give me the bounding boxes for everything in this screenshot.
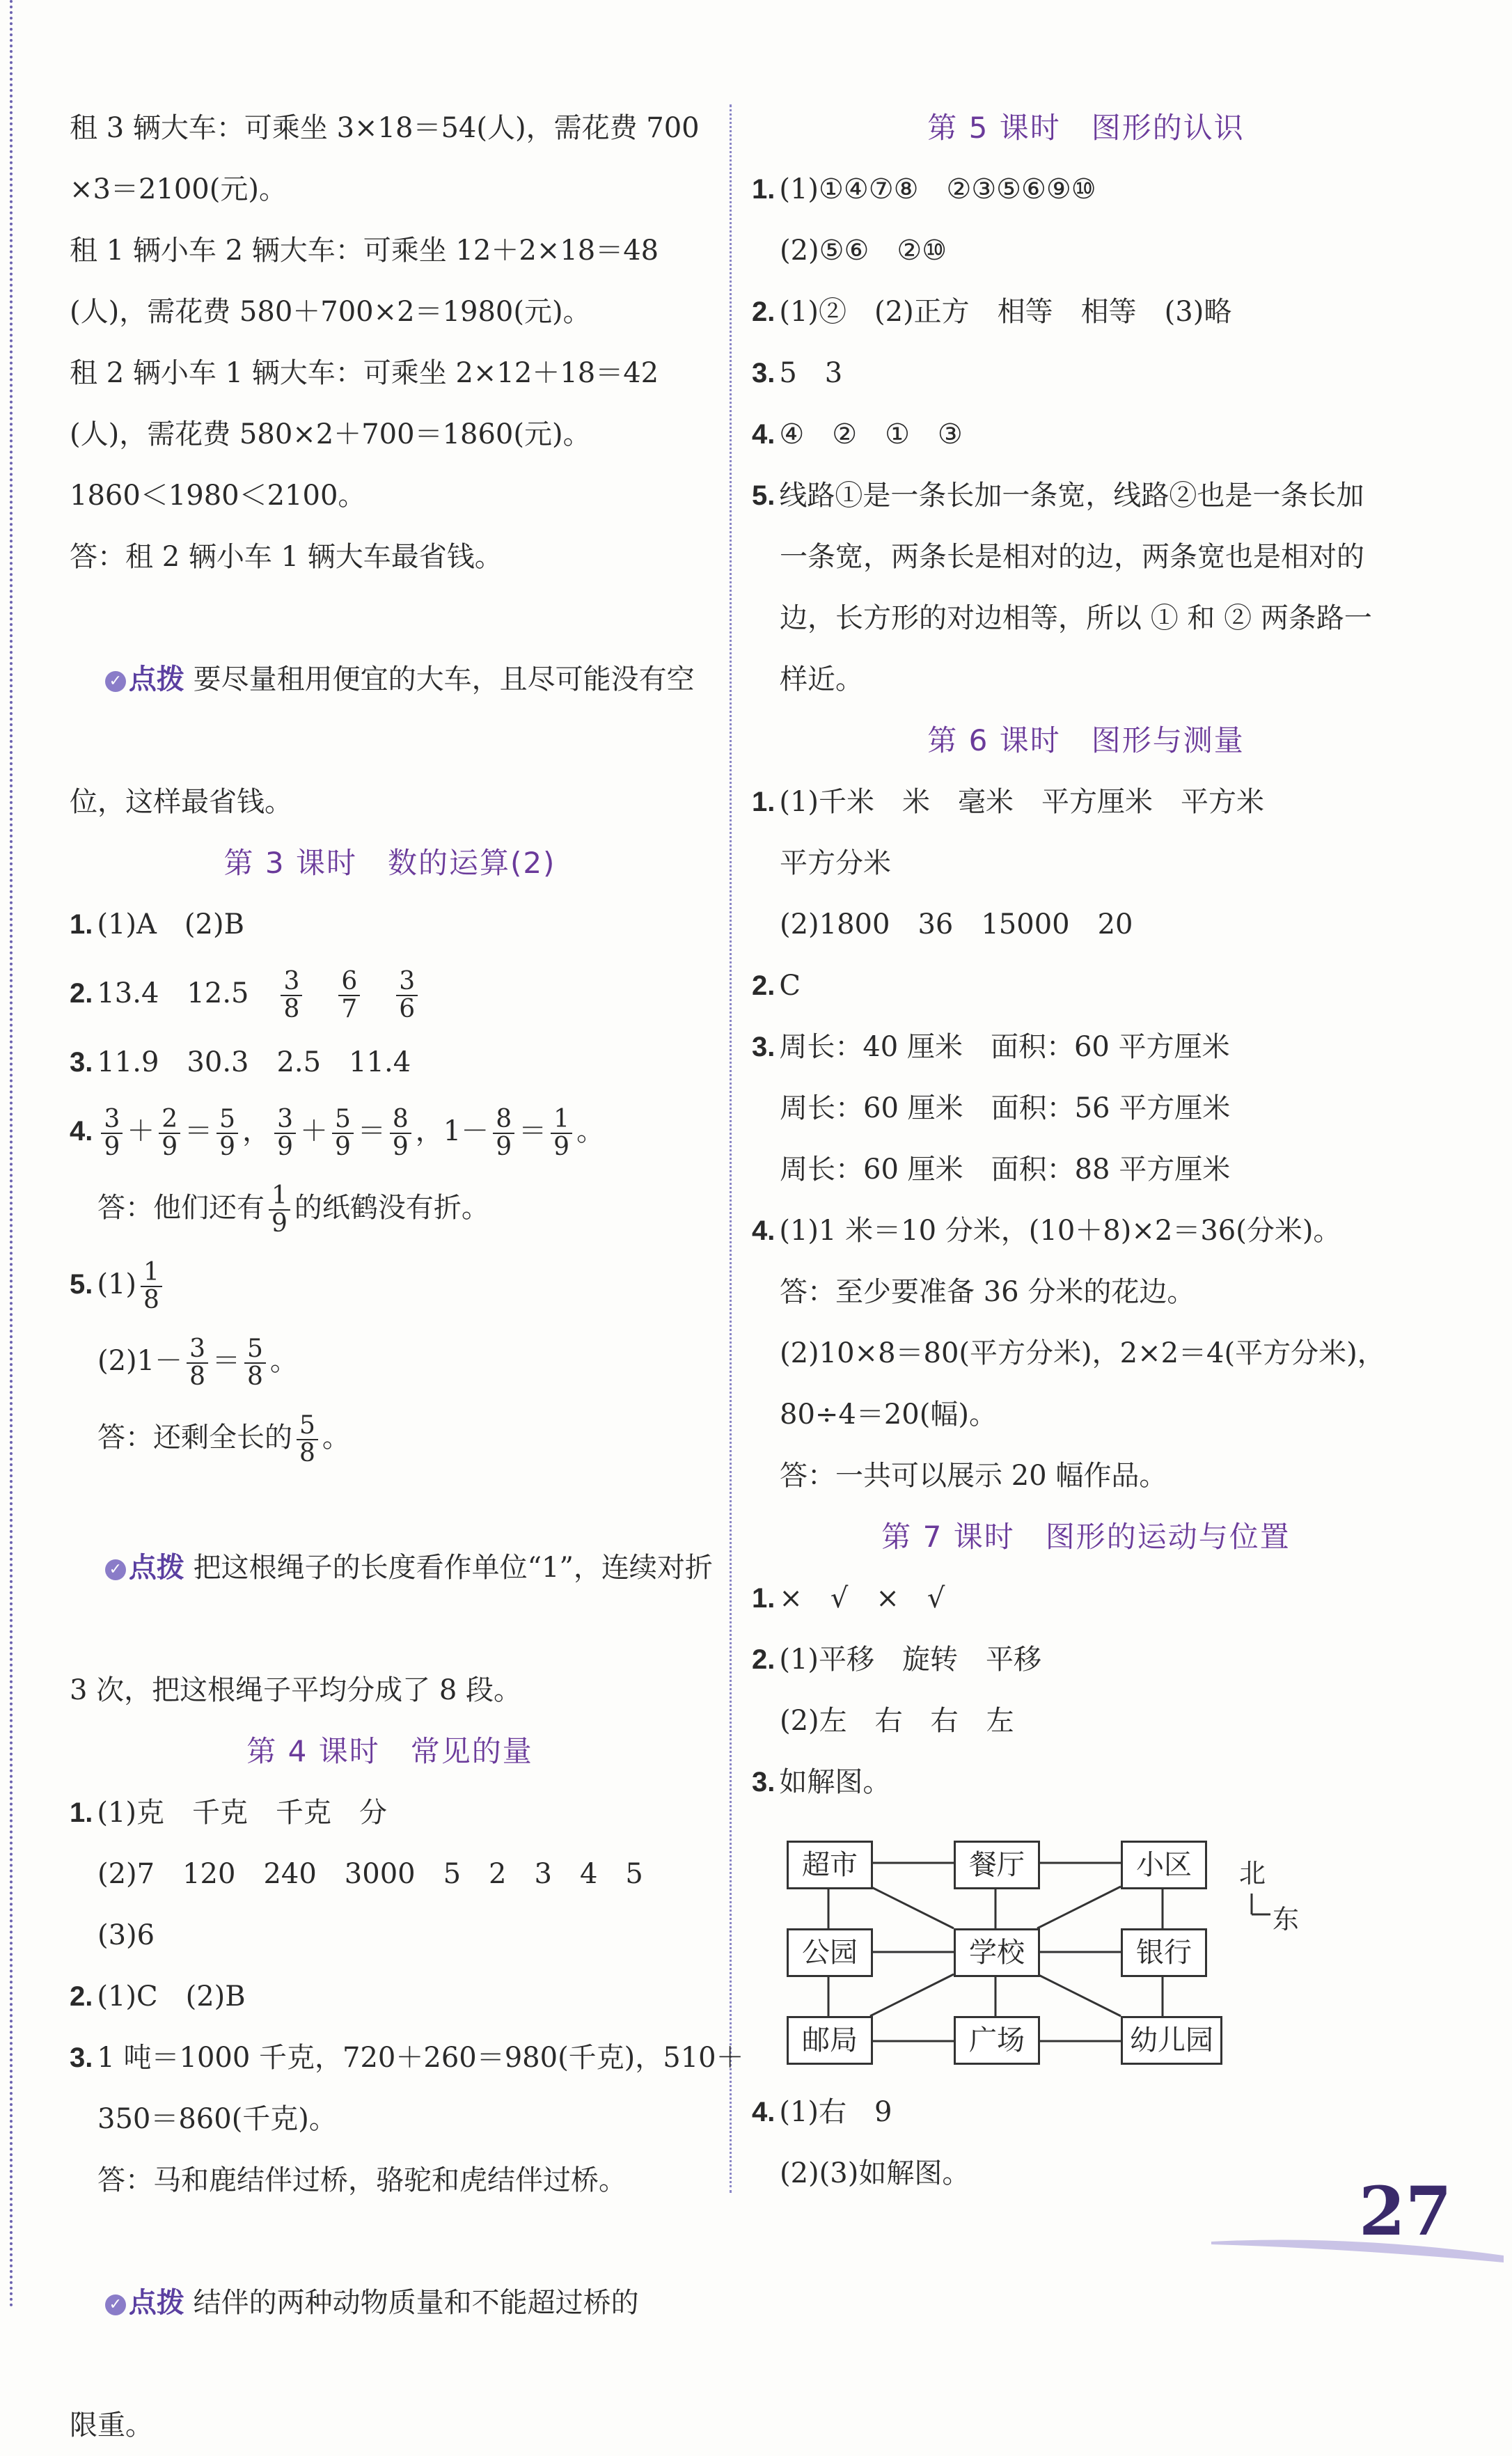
tip-text: 3 次，把这根绳子平均分成了 8 段。: [70, 1674, 522, 1706]
tip-text: 要尽量租用便宜的大车，且尽可能没有空: [193, 663, 695, 695]
question-number: 1.: [70, 1797, 93, 1828]
answer-text: 如解图。: [779, 1766, 891, 1798]
section-title-5: 第 5 课时 图形的认识: [927, 111, 1245, 145]
fraction: $\frac{3}{9}$: [101, 1106, 123, 1160]
question-number: 2.: [70, 978, 93, 1009]
answer-text: 答：一共可以展示 20 幅作品。: [780, 1460, 1167, 1492]
location-map-diagram: [787, 1838, 1300, 2068]
question-number: 1.: [752, 174, 775, 205]
fraction: $\frac{3}{8}$: [281, 968, 302, 1023]
fraction: $\frac{6}{7}$: [338, 968, 360, 1023]
answer-text: 周长：40 厘米 面积：60 平方厘米: [779, 1031, 1230, 1063]
question-number: 4.: [752, 2097, 775, 2127]
answer-text: 平方分米: [780, 847, 891, 879]
tip-text: 结伴的两种动物质量和不能超过桥的: [193, 2287, 639, 2319]
fraction: $\frac{3}{9}$: [274, 1106, 296, 1160]
question-number: 3.: [752, 358, 775, 388]
answer-text: × √ × √: [779, 1582, 945, 1614]
map-node-post-office: 邮局: [787, 2016, 873, 2065]
fraction: $\frac{8}{9}$: [390, 1106, 411, 1160]
answer-text: 周长：60 厘米 面积：56 平方厘米: [780, 1092, 1231, 1124]
tip-block: [70, 2211, 710, 2395]
section-title-6: 第 6 课时 图形与测量: [927, 723, 1245, 757]
answer-text: 350＝860(千克)。: [97, 2103, 337, 2135]
answer-text: (1)A (2)B: [97, 908, 244, 940]
answer-text: 1 吨＝1000 千克，720＋260＝980(千克)，510＋: [97, 2042, 744, 2074]
answer-text: 11.9 30.3 2.5 11.4: [97, 1046, 411, 1078]
tip-icon: ✓: [105, 1559, 126, 1580]
answer-text: 一条宽，两条长是相对的边，两条宽也是相对的: [780, 541, 1364, 573]
answer-text: (2)左 右 右 左: [780, 1705, 1014, 1737]
text-line: 租 2 辆小车 1 辆大车：可乘坐 2×12＋18＝42: [70, 357, 659, 389]
fraction: $\frac{8}{9}$: [493, 1106, 514, 1160]
section-title-4: 第 4 课时 常见的量: [246, 1734, 533, 1768]
text-line: 1860＜1980＜2100。: [70, 480, 366, 512]
equation-line: 4. $\frac{3}{9}$ ＋ $\frac{2}{9}$ ＝ $\frac{5}{9}$ ， $\frac{3}{9}$ ＋ $\frac{5}{9}$ ＝ $\frac{8}{9}$ ，1－ $\frac{8}{9}$ ＝ $\frac{1}{9}$ 。: [70, 1105, 605, 1161]
answer-text: (2)10×8＝80(平方分米)，2×2＝4(平方分米)，: [780, 1337, 1385, 1369]
fraction: $\frac{5}{9}$: [332, 1106, 354, 1160]
text-line: 租 3 辆大车：可乘坐 3×18＝54(人)，需花费 700: [70, 112, 700, 144]
question-number: 2.: [70, 1981, 93, 2012]
text-line: 答：租 2 辆小车 1 辆大车最省钱。: [70, 541, 503, 573]
fraction: $\frac{2}{9}$: [159, 1106, 180, 1160]
map-node-park: 公园: [787, 1928, 873, 1977]
section-title-3: 第 3 课时 数的运算(2): [223, 846, 556, 880]
answer-text: 答：马和鹿结伴过桥，骆驼和虎结伴过桥。: [97, 2164, 627, 2196]
text-line: (人)，需花费 580＋700×2＝1980(元)。: [70, 296, 591, 328]
right-column-footer: [752, 2081, 1420, 2204]
question-number: 2.: [752, 1644, 775, 1675]
equation-line: (2)1－ $\frac{3}{8}$ ＝ $\frac{5}{8}$ 。: [97, 1335, 298, 1391]
tip-icon: ✓: [105, 671, 126, 692]
question-number: 1.: [752, 787, 775, 817]
answer-text: (1)①④⑦⑧ ②③⑤⑥⑨⑩: [779, 173, 1096, 205]
text-line: 租 1 辆小车 2 辆大车：可乘坐 12＋2×18＝48: [70, 235, 659, 267]
fraction: $\frac{1}{8}$: [141, 1259, 162, 1314]
column-divider: [730, 104, 732, 2193]
answer-text: ④ ② ① ③: [779, 418, 963, 450]
tip-block: [70, 588, 710, 771]
section-title-7: 第 7 课时 图形的运动与位置: [881, 1520, 1291, 1554]
answer-text: C: [779, 970, 801, 1002]
question-number: 2.: [752, 970, 775, 1001]
answer-text: (2)1800 36 15000 20: [780, 908, 1133, 940]
page-border: [10, 0, 13, 2309]
answer-text: (1)C (2)B: [97, 1981, 246, 2013]
fraction: $\frac{5}{9}$: [216, 1106, 238, 1160]
tip-icon: ✓: [105, 2294, 126, 2315]
answer-text: (1)克 千克 千克 分: [97, 1797, 388, 1829]
map-node-bank: 银行: [1121, 1928, 1207, 1977]
answer-text: 答：至少要准备 36 分米的花边。: [780, 1276, 1195, 1308]
tip-label: 点拨: [128, 1552, 184, 1584]
tip-label: 点拨: [128, 2287, 184, 2319]
question-number: 1.: [70, 909, 93, 940]
answer-text: 13.4 12.5: [97, 977, 249, 1009]
question-number: 3.: [752, 1032, 775, 1062]
map-node-restaurant: 餐厅: [954, 1841, 1040, 1889]
answer-text: 5 3: [779, 357, 843, 389]
question-number: 5.: [752, 480, 775, 511]
compass-north-label: 北: [1239, 1858, 1266, 1889]
map-node-school: 学校: [954, 1928, 1040, 1977]
question-number: 5.: [70, 1269, 93, 1300]
page-number: 27: [1359, 2172, 1452, 2251]
question-number: 4.: [752, 419, 775, 450]
answer-text: 线路①是一条长加一条宽，线路②也是一条长加: [779, 480, 1364, 512]
question-number: 2.: [752, 297, 775, 327]
question-number: 3.: [752, 1767, 775, 1797]
answer-text: (1)② (2)正方 相等 相等 (3)略: [779, 296, 1232, 328]
answer-text: 80÷4＝20(幅)。: [780, 1399, 997, 1431]
answer-text: (1)1 米＝10 分米，(10＋8)×2＝36(分米)。: [779, 1215, 1341, 1247]
text-line: (人)，需花费 580×2＋700＝1860(元)。: [70, 418, 591, 450]
fraction: $\frac{5}{8}$: [244, 1336, 266, 1390]
answer-line: [70, 955, 710, 1032]
answer-text: (1)千米 米 毫米 平方厘米 平方米: [779, 786, 1265, 818]
map-node-supermarket: 超市: [787, 1841, 873, 1889]
tip-text: 把这根绳子的长度看作单位“1”，连续对折: [193, 1552, 713, 1584]
answer-line: 答：他们还有 $\frac{1}{9}$ 的纸鹤没有折。: [97, 1181, 489, 1238]
answer-text: (3)6: [97, 1919, 155, 1951]
fraction: $\frac{1}{9}$: [269, 1183, 290, 1237]
map-node-kindergarten: 幼儿园: [1121, 2016, 1222, 2065]
answer-text: (2)⑤⑥ ②⑩: [780, 235, 947, 267]
page-swoosh-decoration: [1211, 2221, 1504, 2262]
fraction: $\frac{3}{6}$: [396, 968, 418, 1023]
question-number: 4.: [752, 1215, 775, 1246]
map-node-community: 小区: [1121, 1841, 1207, 1889]
tip-text: 限重。: [70, 2409, 153, 2441]
answer-text: (1)平移 旋转 平移: [779, 1644, 1042, 1676]
tip-block: [70, 1476, 713, 1660]
answer-text: 样近。: [780, 663, 863, 695]
right-column: [752, 97, 1420, 1813]
answer-line: 5. (1) $\frac{1}{8}$: [70, 1246, 710, 1323]
compass-east-label: 东: [1273, 1904, 1300, 1935]
question-number: 3.: [70, 1047, 93, 1078]
question-number: 3.: [70, 2042, 93, 2073]
left-column: [70, 97, 744, 2456]
answer-text: (1)右 9: [779, 2096, 892, 2128]
fraction: $\frac{3}{8}$: [187, 1336, 208, 1390]
fraction: $\frac{5}{8}$: [297, 1412, 318, 1467]
question-number: 4.: [70, 1116, 93, 1147]
tip-label: 点拨: [128, 663, 184, 695]
answer-text: 周长：60 厘米 面积：88 平方厘米: [780, 1154, 1231, 1186]
answer-text: 边，长方形的对边相等，所以 ① 和 ② 两条路一: [780, 602, 1372, 634]
fraction: $\frac{1}{9}$: [551, 1106, 572, 1160]
text-line: ×3＝2100(元)。: [70, 173, 287, 205]
answer-text: (2)(3)如解图。: [780, 2157, 970, 2189]
tip-text: 位，这样最省钱。: [70, 786, 292, 818]
answer-text: (2)7 120 240 3000 5 2 3 4 5: [97, 1858, 643, 1890]
question-number: 1.: [752, 1583, 775, 1614]
answer-line: 答：还剩全长的 $\frac{5}{8}$ 。: [97, 1411, 350, 1467]
map-node-square: 广场: [954, 2016, 1040, 2065]
